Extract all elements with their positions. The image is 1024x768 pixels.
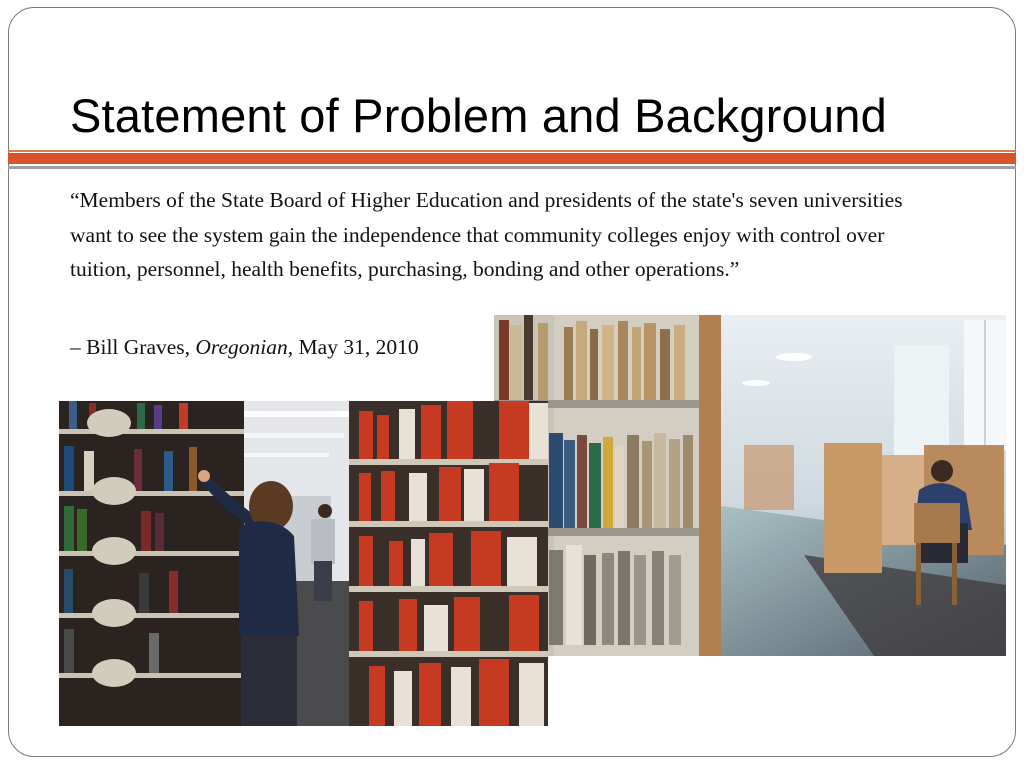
title-rule-bottom <box>8 166 1016 169</box>
library-study-area-photo <box>494 315 1006 656</box>
quote-text: “Members of the State Board of Higher Education and presidents of the state's seven universities want to see the system gain the independence that community colleges enjoy with control over tuition, personnel, health benefits, purchasing, bonding and other operations.” <box>70 188 903 281</box>
citation-source: Oregonian, <box>195 335 294 359</box>
library-stacks-photo <box>59 401 548 726</box>
title-rule-top <box>8 150 1016 152</box>
quote-citation <box>70 330 419 364</box>
citation-author: – Bill Graves, <box>70 335 196 359</box>
slide-title: Statement of Problem and Background <box>70 89 887 142</box>
citation-date: May 31, 2010 <box>293 335 419 359</box>
title-rule-accent <box>8 153 1016 164</box>
